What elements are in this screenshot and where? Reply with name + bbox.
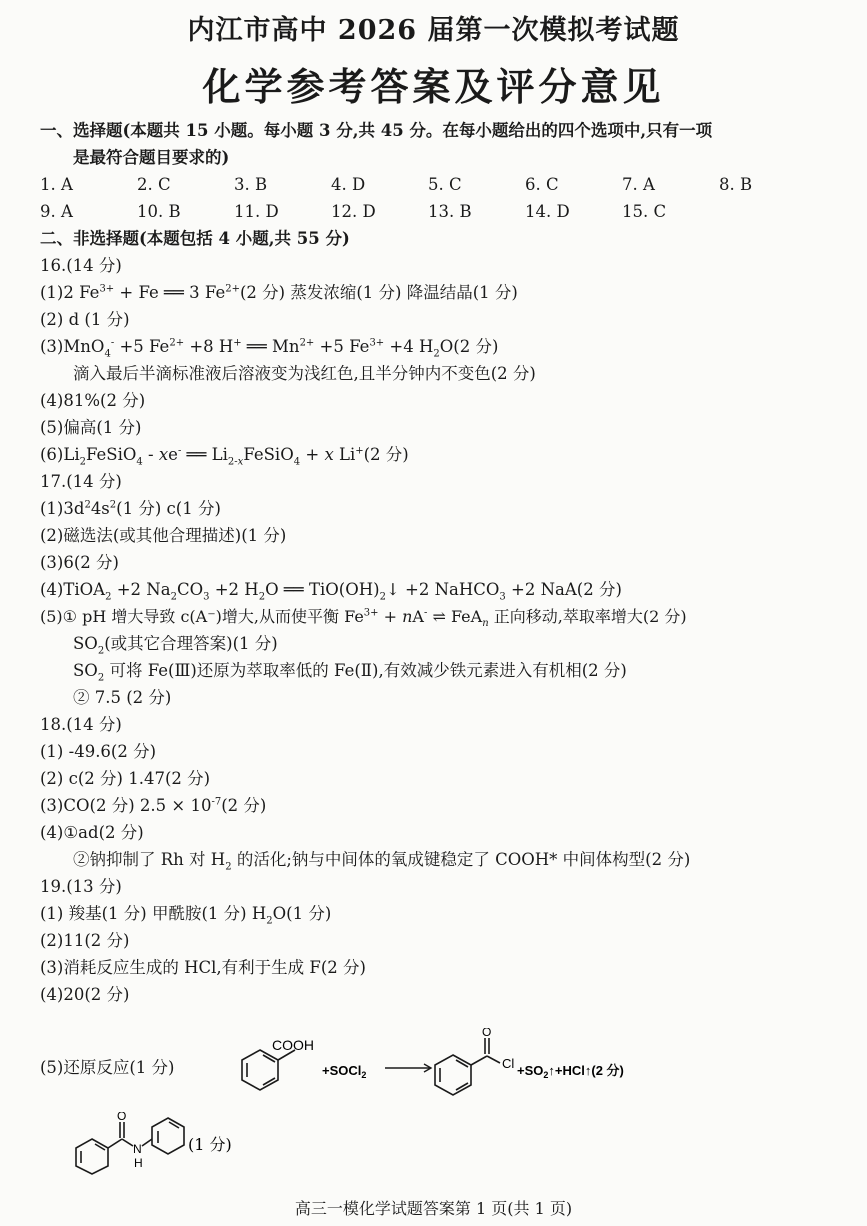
amide-nitrogen-label: N (133, 1142, 142, 1156)
q16-part4: (4)81%(2 分) (40, 391, 146, 410)
section1-heading-cont: 是最符合题目要求的) (73, 148, 230, 167)
answer-content (40, 117, 840, 1008)
q17-part1: $(1)3d^24s^2(1$ 分) c(1 分) (40, 499, 221, 518)
q18-part1: (1) -49.6(2 分) (40, 742, 157, 761)
q16-part3-endpoint: 滴入最后半滴标准液后溶液变为浅红色,且半分钟内不变色(2 分) (73, 364, 536, 383)
mc-answer: 10. B (137, 202, 181, 221)
benzoyl-chloride-structure (435, 1038, 500, 1095)
q17-part5-ph: ② 7.5 (2 分) (73, 688, 172, 707)
q17-heading: 17.(14 分) (40, 472, 122, 491)
mc-answer: 11. D (234, 202, 279, 221)
q17-part5-reason: $SO_2$ 可将 Fe(Ⅲ)还原为萃取率低的 Fe(Ⅱ),有效减少铁元素进入有机相(2 分) (73, 661, 627, 684)
mc-answer: 3. B (234, 175, 268, 194)
q19-part1: (1) 羧基(1 分) 甲酰胺(1 分) $H_2O(1$ 分) (40, 904, 332, 927)
q17-part2: (2)磁选法(或其他合理描述)(1 分) (40, 526, 287, 545)
amide-score: (1 分) (188, 1135, 232, 1154)
section1-heading: 一、选择题(本题共 15 小题。每小题 3 分,共 45 分。在每小题给出的四个选项中,只有一项 (40, 121, 713, 140)
mc-answer: 8. B (719, 175, 753, 194)
q17-part5-so2: $SO_2$(或其它合理答案)(1 分) (73, 634, 278, 657)
mc-answer: 9. A (40, 202, 73, 221)
mc-answer: 6. C (525, 175, 559, 194)
q19-part2: (2)11(2 分) (40, 931, 130, 950)
mc-answer: 12. D (331, 202, 376, 221)
mc-answer: 5. C (428, 175, 462, 194)
answer-key-title: 化学参考答案及评分意见 (202, 64, 665, 109)
carboxyl-label: COOH (272, 1037, 314, 1053)
q17-part4: (4)TiOA$_2$ +2 $Na_2CO_3 +2$ $H_2O$ ══ $TiO(OH)_2↓ +2$ NaHCO$_3$ +2 NaA(2 分) (40, 580, 622, 603)
q16-part2: (2) d (1 分) (40, 310, 130, 329)
q19-part3: (3)消耗反应生成的 HCl,有利于生成 F(2 分) (40, 958, 366, 977)
q16-part1: (1)2 $Fe^{3+} + Fe$ ══ 3 $Fe^{2+}(2$ 分) 蒸发浓缩(1 分) 降温结晶(1 分) (40, 283, 518, 302)
mc-answer: 4. D (331, 175, 366, 194)
q19-reaction-scheme (225, 1028, 865, 1108)
section2-heading: 二、非选择题(本题包括 4 小题,共 55 分) (40, 229, 350, 248)
carbonyl-oxygen-label: O (482, 1028, 492, 1039)
mc-answer: 2. C (137, 175, 171, 194)
exam-title: 内江市高中 2026 届第一次模拟考试题 (187, 15, 680, 46)
q16-part6: $(6)Li_2FeSiO_4 - xe^-$ ══ $Li_{2-x}FeSiO_4 + x$ Li+(2 分) (40, 445, 409, 468)
chloride-label: Cl (502, 1056, 515, 1071)
q18-part4: (4)①ad(2 分) (40, 823, 144, 842)
q16-heading: 16.(14 分) (40, 256, 122, 275)
q18-part2: (2) c(2 分) 1.47(2 分) (40, 769, 211, 788)
mc-answer: 1. A (40, 175, 73, 194)
reaction-arrow-icon (385, 1064, 431, 1072)
q18-heading: 18.(14 分) (40, 715, 122, 734)
q19-heading: 19.(13 分) (40, 877, 122, 896)
mc-answer: 15. C (622, 202, 667, 221)
reagent-label: +SOCl$_2$ (322, 1063, 367, 1080)
mc-answer: 14. D (525, 202, 570, 221)
q18-part3: (3)CO(2 分) $2.5 \times 10^{-7}(2$ 分) (40, 796, 267, 815)
q19-part4: (4)20(2 分) (40, 985, 130, 1004)
mc-answers-row1 (40, 171, 840, 198)
q16-part3: (3)MnO$_4$- +5 $Fe^{2+} +8$ H+ ══ $Mn^{2+} +5$ $Fe^{3+} +4$ $H_2O(2$ 分) (40, 337, 499, 360)
mc-answer: 7. A (622, 175, 655, 194)
byproducts-label: $+SO_2↑+HCl↑(2$ 分) (517, 1063, 624, 1080)
q19-part5-label: (5)还原反应(1 分) (40, 1058, 175, 1077)
q18-part4-explanation: ②钠抑制了 Rh 对 $H_2$ 的活化;钠与中间体的氧成键稳定了 COOH* 中间体构型(2 分) (73, 850, 691, 873)
amide-hydrogen-label: H (134, 1156, 143, 1170)
q16-part5: (5)偏高(1 分) (40, 418, 142, 437)
q17-part3: (3)6(2 分) (40, 553, 119, 572)
q19-amide-structure (70, 1112, 290, 1182)
page-footer: 高三一模化学试题答案第 1 页(共 1 页) (294, 1199, 573, 1218)
q17-part5: (5)① pH 增大导致 c(A⁻)增大,从而使平衡 $Fe^{3+} + nA^-$ ⇌ FeA$_n$ 正向移动,萃取率增大(2 分) (40, 607, 687, 630)
amide-oxygen-label: O (117, 1112, 127, 1123)
mc-answers-row2 (40, 198, 840, 225)
mc-answer: 13. B (428, 202, 472, 221)
benzoic-acid-structure (242, 1050, 295, 1090)
